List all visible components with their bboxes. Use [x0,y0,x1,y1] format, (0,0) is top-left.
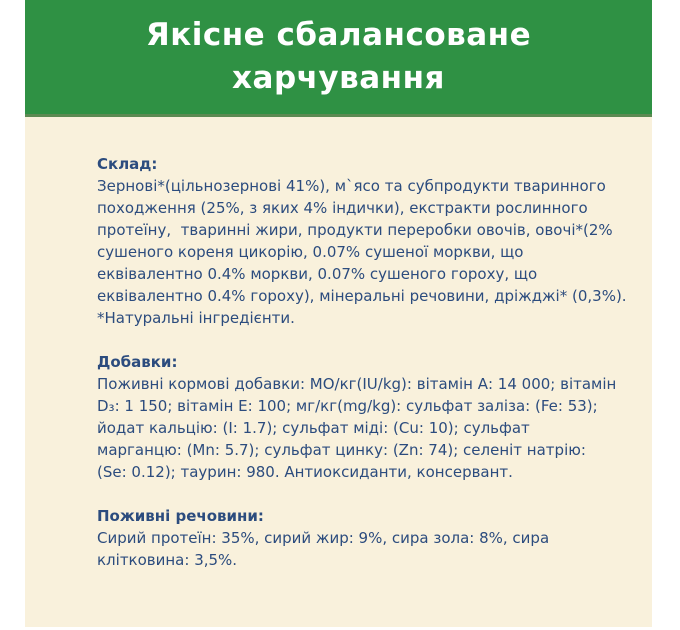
additives-heading: Добавки: [97,353,178,371]
section-additives [97,351,617,483]
header-title-line1: Якісне сбалансоване [145,17,532,53]
header-banner [25,0,652,117]
text-line: протеїну, тваринні жири, продукти переробки овочів, овочі*(2% [97,221,613,239]
text-line: D₃: 1 150; вітамін Е: 100; мг/кг(mg/kg): сульфат заліза: (Fe: 53); [97,397,598,415]
composition-heading: Склад: [97,155,158,173]
label-card [25,0,652,630]
text-line: *Натуральні інгредієнти. [97,309,295,327]
text-line: (Se: 0.12); таурин: 980. Антиоксиданти, консервант. [97,463,513,481]
nutrients-heading: Поживні речовини: [97,507,264,525]
header-title-line2: харчування [232,60,445,96]
nutrition-info-panel [25,117,652,627]
text-line: еквівалентно 0.4% моркви, 0.07% сушеного гороху, що [97,265,538,283]
section-composition [97,153,627,329]
text-line: Поживні кормові добавки: МО/кг(IU/kg): вітамін А: 14 000; вітамін [97,375,617,393]
text-line: еквівалентно 0.4% гороху), мінеральні речовини, дріжджі* (0,3%). [97,287,627,305]
text-line: клітковина: 3,5%. [97,551,238,569]
section-nutrients [97,505,612,571]
header-title [146,14,531,100]
text-line: сушеного кореня цикорію, 0.07% сушеної моркви, що [97,243,524,261]
text-line: йодат кальцію: (I: 1.7); сульфат міді: (Cu: 10); сульфат [97,419,530,437]
text-line: Зернові*(цільнозернові 41%), м`ясо та субпродукти тваринного [97,177,606,195]
text-line: Сирий протеїн: 35%, сирий жир: 9%, сира зола: 8%, сира [97,529,550,547]
text-line: походження (25%, з яких 4% індички), екстракти рослинного [97,199,588,217]
text-line: марганцю: (Mn: 5.7); сульфат цинку: (Zn: 74); селеніт натрію: [97,441,586,459]
